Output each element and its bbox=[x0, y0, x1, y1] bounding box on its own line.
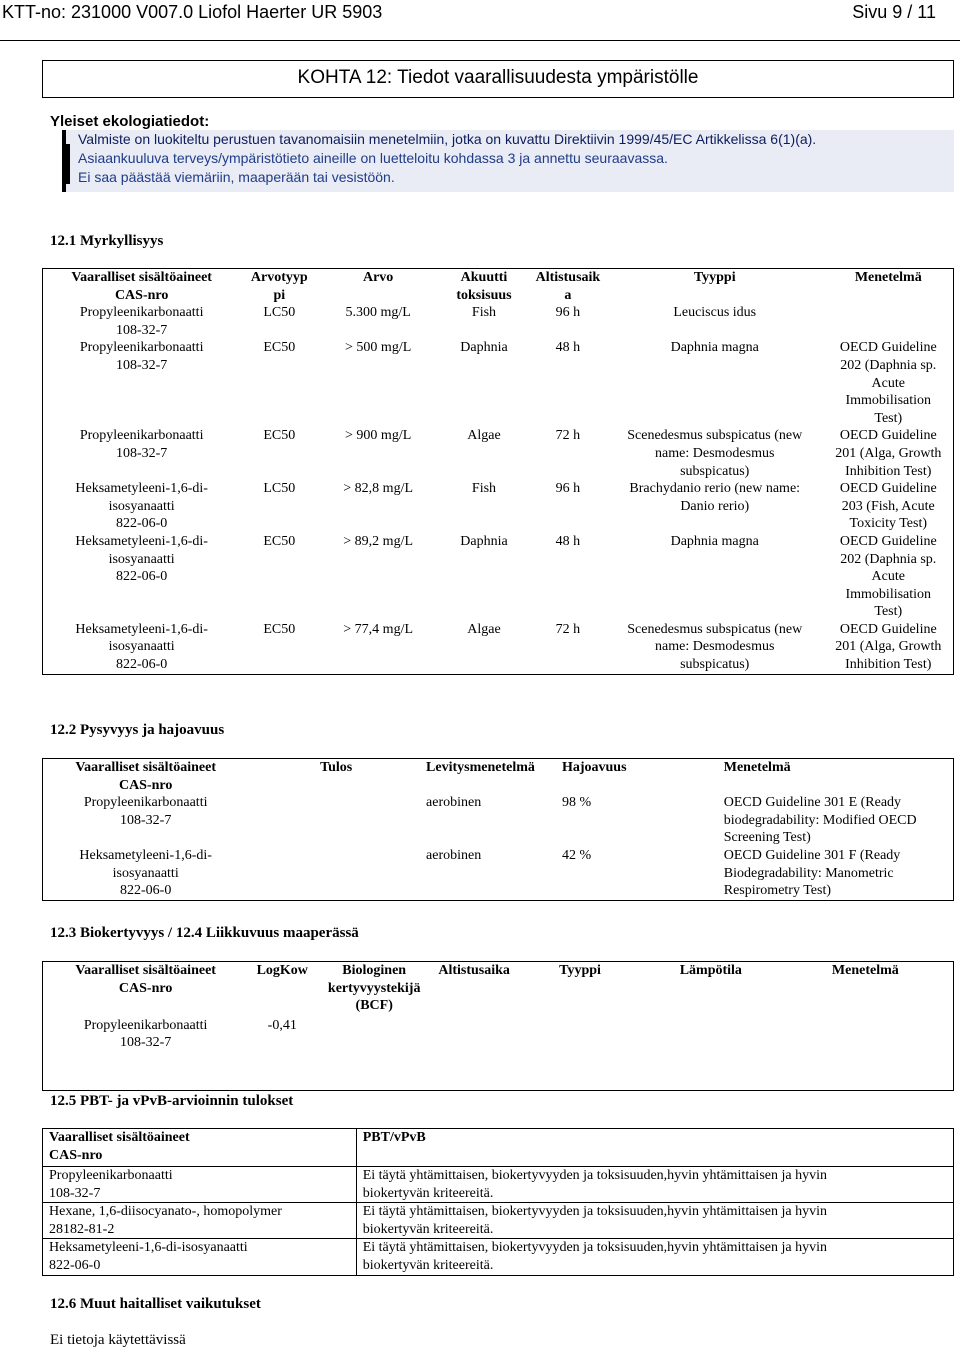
col-acute-header: Akuutti toksisuus bbox=[456, 270, 512, 303]
cell-value: > 77,4 mg/L bbox=[343, 621, 414, 637]
table-row bbox=[43, 480, 954, 533]
cell-substance: Propyleenikarbonaatti 108-32-7 bbox=[83, 1017, 208, 1051]
cell-substance: Propyleenikarbonaatti 108-32-7 bbox=[79, 340, 204, 373]
cell-substance: Propyleenikarbonaatti 108-32-7 bbox=[43, 1167, 357, 1203]
table-header-row bbox=[43, 962, 954, 1015]
table-row bbox=[43, 304, 954, 339]
cell-bcf bbox=[316, 1015, 432, 1091]
other-effects-text: Ei tietoja käytettävissä bbox=[50, 1332, 186, 1348]
cell-value: > 82,8 mg/L bbox=[343, 481, 414, 497]
cell-value: > 900 mg/L bbox=[345, 428, 412, 444]
cell-substance: Heksametyleeni-1,6-di- isosyanaatti 822-06-0 bbox=[75, 481, 208, 532]
table-row bbox=[43, 533, 954, 621]
cell-valuetype: EC50 bbox=[263, 621, 296, 637]
cell-exposure: 96 h bbox=[555, 305, 581, 321]
col-substance-header: Vaaralliset sisältöaineet CAS-nro bbox=[43, 1129, 357, 1167]
cell-pbt-result: Ei täytä yhtämittaisen, biokertyvyyden ja toksisuuden,hyvin yhtämittaisen ja hyvin biokertyvän kriteereitä. bbox=[356, 1239, 953, 1275]
persistence-table bbox=[42, 758, 954, 901]
general-line: Asiaankuuluva terveys/ympäristötieto aineille on luetteloitu kohdassa 3 ja annettu seuraavassa. bbox=[78, 150, 668, 166]
cell-valuetype: EC50 bbox=[263, 533, 296, 549]
col-logkow-header: LogKow bbox=[256, 963, 308, 978]
col-type-header: Tyyppi bbox=[559, 963, 601, 978]
cell-temperature bbox=[644, 1015, 778, 1091]
cell-substance: Heksametyleeni-1,6-di- isosyanaatti 822-06-0 bbox=[75, 621, 208, 673]
table-row bbox=[43, 621, 954, 674]
table-row bbox=[43, 794, 954, 847]
col-substance-header: Vaaralliset sisältöaineet CAS-nro bbox=[71, 270, 212, 303]
table-header-row bbox=[43, 269, 954, 305]
document-id: KTT-no: 231000 V007.0 Liofol Haerter UR 5903 bbox=[2, 2, 383, 22]
cell-pbt-result: Ei täytä yhtämittaisen, biokertyvyyden ja toksisuuden,hyvin yhtämittaisen ja hyvin biokertyvän kriteereitä. bbox=[356, 1167, 953, 1203]
col-exposure-header: Altistusaik a bbox=[535, 270, 601, 303]
cell-species: Leuciscus idus bbox=[673, 305, 757, 321]
cell-substance: Heksametyleeni-1,6-di- isosyanaatti 822-06-0 bbox=[75, 533, 208, 585]
cell-species: Scenedesmus subspicatus (new name: Desmodesmus subspicatus) bbox=[627, 428, 803, 479]
cell-exposure: 96 h bbox=[555, 481, 581, 497]
col-value-header: Arvo bbox=[362, 270, 394, 285]
table-header-row bbox=[43, 1129, 954, 1167]
cell-logkow: -0,41 bbox=[267, 1017, 297, 1033]
cell-application: aerobinen bbox=[426, 847, 482, 863]
cell-value: 5.300 mg/L bbox=[345, 305, 411, 321]
cell-method bbox=[824, 304, 954, 339]
col-substance-header: Vaaralliset sisältöaineet CAS-nro bbox=[75, 760, 216, 793]
table-row bbox=[43, 1203, 954, 1239]
cell-substance: Propyleenikarbonaatti 108-32-7 bbox=[79, 305, 204, 338]
general-line: Ei saa päästää viemäriin, maaperään tai vesistöön. bbox=[78, 169, 395, 185]
header-divider bbox=[0, 40, 960, 41]
col-degradability-header: Hajoavuus bbox=[561, 760, 627, 775]
table-header-row bbox=[43, 759, 954, 795]
col-method-header: Menetelmä bbox=[854, 270, 922, 285]
general-eco-label: Yleiset ekologiatiedot: bbox=[50, 113, 210, 130]
toxicity-title: 12.1 Myrkyllisyys bbox=[50, 233, 164, 249]
cell-value: > 500 mg/L bbox=[345, 340, 412, 356]
cell-method: OECD Guideline 202 (Daphnia sp. Acute Immobilisation Test) bbox=[839, 340, 937, 426]
col-pbt-header: PBT/vPvB bbox=[356, 1129, 953, 1167]
cell-acute: Daphnia bbox=[460, 340, 508, 356]
persistence-title: 12.2 Pysyvyys ja hajoavuus bbox=[50, 722, 225, 738]
section-heading-box bbox=[42, 60, 954, 98]
bioaccumulation-table bbox=[42, 961, 954, 1091]
col-application-header: Levitysmenetelmä bbox=[426, 760, 535, 775]
col-method-header: Menetelmä bbox=[831, 963, 899, 978]
change-marker bbox=[66, 144, 70, 184]
cell-substance: Heksametyleeni-1,6-di- isosyanaatti 822-06-0 bbox=[79, 847, 212, 899]
col-species-header: Tyyppi bbox=[693, 270, 736, 285]
other-effects-title: 12.6 Muut haitalliset vaikutukset bbox=[50, 1296, 261, 1312]
bioaccumulation-title: 12.3 Biokertyvyys / 12.4 Liikkuvuus maaperässä bbox=[50, 925, 359, 941]
cell-exposure: 48 h bbox=[555, 533, 581, 549]
table-row bbox=[43, 339, 954, 427]
cell-result bbox=[248, 794, 424, 847]
table-row bbox=[43, 1239, 954, 1275]
section-title: KOHTA 12: Tiedot vaarallisuudesta ympäristölle bbox=[297, 67, 699, 88]
col-valuetype-header: Arvotyyp pi bbox=[250, 270, 308, 303]
col-bcf-header: Biologinen kertyvyystekijä (BCF) bbox=[327, 963, 421, 1014]
cell-species: Brachydanio rerio (new name: Danio rerio) bbox=[629, 481, 801, 514]
col-result-header: Tulos bbox=[320, 760, 353, 775]
table-row bbox=[43, 847, 954, 900]
cell-pbt-result: Ei täytä yhtämittaisen, biokertyvyyden ja toksisuuden,hyvin yhtämittaisen ja hyvin biokertyvän kriteereitä. bbox=[356, 1203, 953, 1239]
cell-method: OECD Guideline 201 (Alga, Growth Inhibition Test) bbox=[835, 428, 942, 479]
cell-valuetype: EC50 bbox=[263, 428, 296, 444]
page-header bbox=[0, 0, 960, 30]
cell-exposure bbox=[432, 1015, 516, 1091]
cell-substance: Hexane, 1,6-diisocyanato-, homopolymer 28182-81-2 bbox=[43, 1203, 357, 1239]
general-eco-text bbox=[62, 130, 954, 192]
col-substance-header: Vaaralliset sisältöaineet CAS-nro bbox=[75, 963, 216, 996]
cell-degradability: 98 % bbox=[561, 795, 592, 811]
cell-acute: Fish bbox=[471, 305, 497, 321]
col-method-header: Menetelmä bbox=[723, 760, 791, 775]
col-temperature-header: Lämpötila bbox=[679, 963, 742, 978]
cell-substance: Propyleenikarbonaatti 108-32-7 bbox=[79, 428, 204, 461]
table-row bbox=[43, 1167, 954, 1203]
cell-species: Daphnia magna bbox=[670, 340, 759, 356]
cell-valuetype: EC50 bbox=[263, 340, 296, 356]
cell-method: OECD Guideline 202 (Daphnia sp. Acute Immobilisation Test) bbox=[839, 533, 937, 620]
cell-method: OECD Guideline 201 (Alga, Growth Inhibition Test) bbox=[835, 621, 942, 673]
cell-result bbox=[248, 847, 424, 900]
cell-application: aerobinen bbox=[426, 795, 482, 811]
cell-method: OECD Guideline 301 F (Ready Biodegradability: Manometric Respirometry Test) bbox=[723, 847, 901, 899]
pbt-table bbox=[42, 1128, 954, 1276]
col-exposure-header: Altistusaika bbox=[438, 963, 510, 978]
cell-substance: Heksametyleeni-1,6-di-isosyanaatti 822-06-0 bbox=[43, 1239, 357, 1275]
general-line: Valmiste on luokiteltu perustuen tavanomaisiin menetelmiin, jotka on kuvattu Direktiivin 1999/45/EC Artikkelissa 6(1)(a). bbox=[78, 131, 817, 147]
cell-method: OECD Guideline 301 E (Ready biodegradability: Modified OECD Screening Test) bbox=[723, 795, 917, 846]
cell-method: OECD Guideline 203 (Fish, Acute Toxicity Test) bbox=[839, 481, 937, 532]
cell-acute: Fish bbox=[471, 481, 497, 497]
cell-exposure: 72 h bbox=[555, 428, 581, 444]
cell-value: > 89,2 mg/L bbox=[343, 533, 414, 549]
page-number: Sivu 9 / 11 bbox=[852, 2, 936, 22]
cell-degradability: 42 % bbox=[561, 847, 592, 863]
cell-valuetype: LC50 bbox=[263, 481, 296, 497]
cell-species: Daphnia magna bbox=[670, 533, 759, 549]
pbt-title: 12.5 PBT- ja vPvB-arvioinnin tulokset bbox=[50, 1093, 294, 1109]
table-row bbox=[43, 1015, 954, 1091]
cell-species: Scenedesmus subspicatus (new name: Desmodesmus subspicatus) bbox=[627, 621, 803, 673]
toxicity-table bbox=[42, 268, 954, 675]
cell-type bbox=[516, 1015, 644, 1091]
cell-valuetype: LC50 bbox=[263, 305, 296, 321]
table-row bbox=[43, 427, 954, 480]
cell-substance: Propyleenikarbonaatti 108-32-7 bbox=[83, 795, 208, 828]
cell-acute: Algae bbox=[467, 621, 501, 637]
cell-exposure: 48 h bbox=[555, 340, 581, 356]
cell-method bbox=[778, 1015, 954, 1091]
cell-acute: Daphnia bbox=[460, 533, 508, 549]
cell-exposure: 72 h bbox=[555, 621, 581, 637]
cell-acute: Algae bbox=[467, 428, 501, 444]
